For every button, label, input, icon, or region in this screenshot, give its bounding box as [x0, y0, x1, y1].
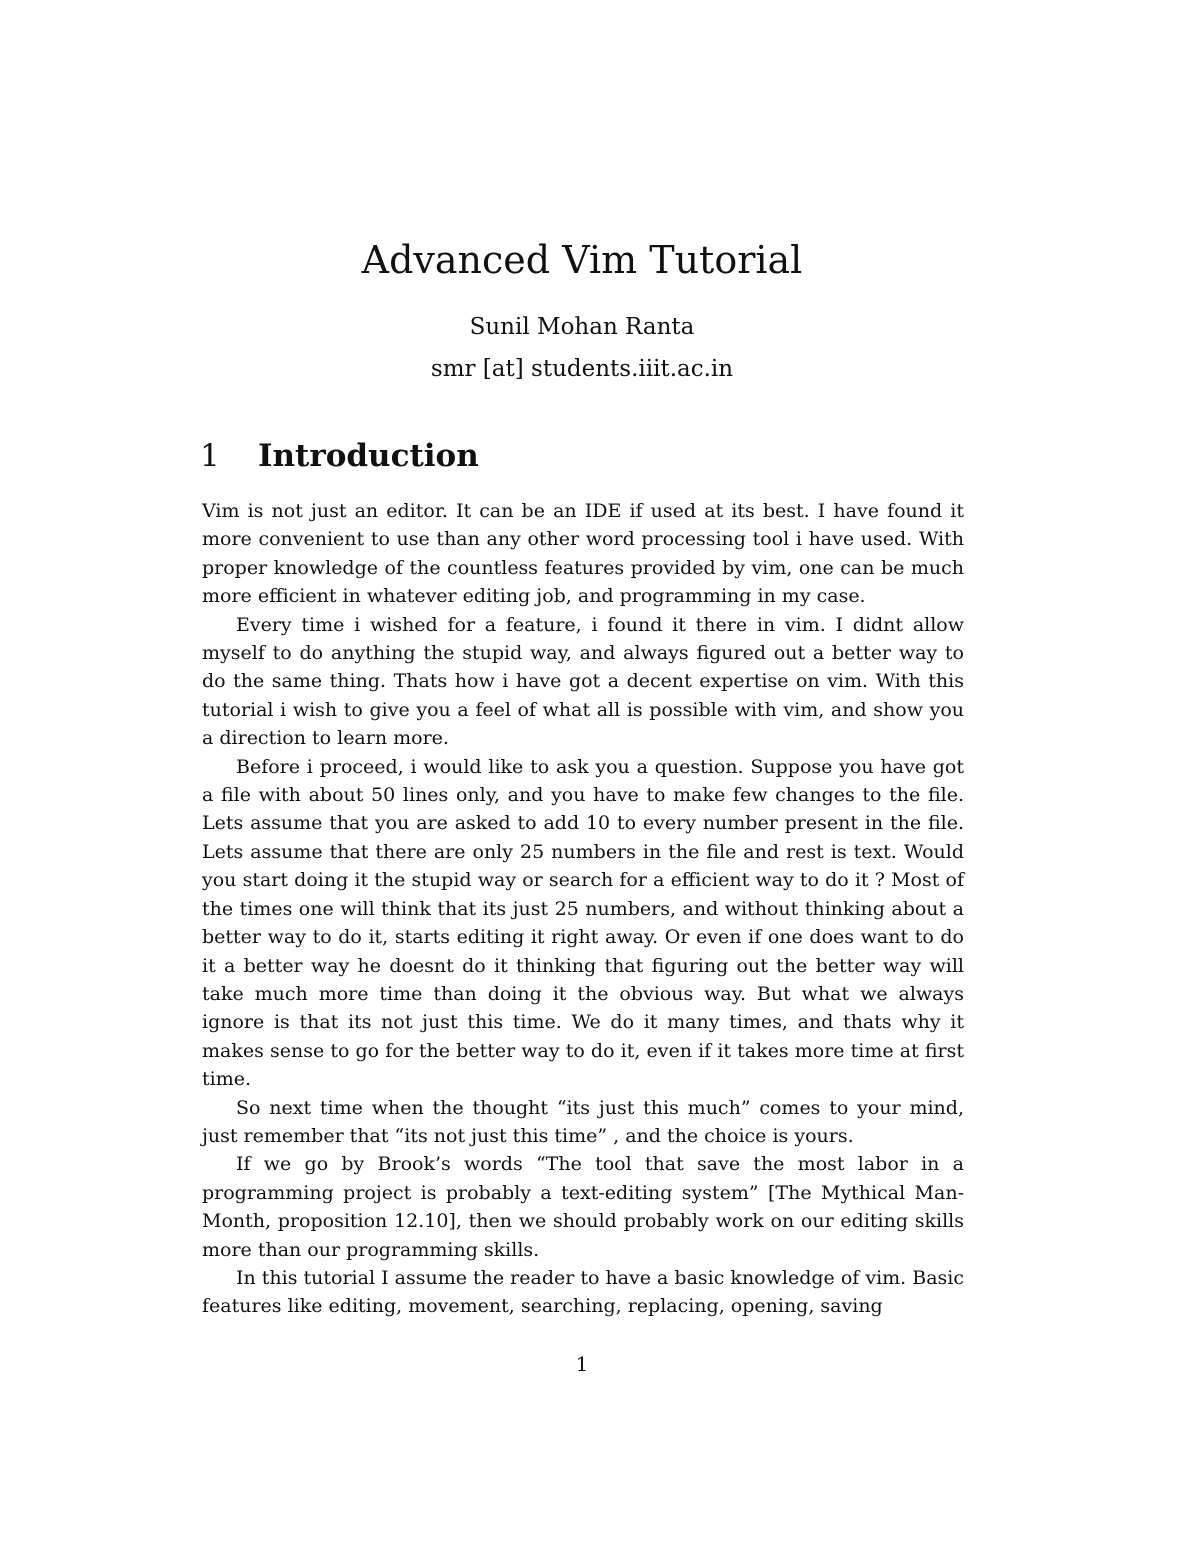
section-title: Introduction: [258, 438, 479, 474]
paragraph: Vim is not just an editor. It can be an IDE if used at its best. I have found it more convenient to use than any other word processing tool i have used. With proper knowledge of the countless features provided by vim, one can be much more efficient in whatever editing job, and programming in my case.: [202, 500, 964, 608]
paragraph: Before i proceed, i would like to ask you a question. Suppose you have got a file with about 50 lines only, and you have to make few changes to the file. Lets assume that you are asked to add 10 to every number present in the file. Lets assume that there are only 25 numbers in the file and rest is text. Would you start doing it the stupid way or search for a efficient way to do it ? Most of the times one will think that its just 25 numbers, and without thinking about a better way to do it, starts editing it right away. Or even if one does want to do it a better way he doesnt do it thinking that figuring out the better way will take much more time than doing it the obvious way. But what we always ignore is that its not just this time. We do it many times, and thats why it makes sense to go for the better way to do it, even if it takes more time at first time.: [202, 755, 964, 1091]
paragraph: In this tutorial I assume the reader to have a basic knowledge of vim. Basic features like editing, movement, searching, replacing, opening, saving: [202, 1266, 964, 1318]
paragraph: If we go by Brook’s words “The tool that save the most labor in a programming project is probably a text-editing system” [The Mythical Man-Month, proposition 12.10], then we should probably work on our editing skills more than our programming skills.: [202, 1153, 964, 1261]
paragraph: Every time i wished for a feature, i found it there in vim. I didnt allow myself to do anything the stupid way, and always figured out a better way to do the same thing. Thats how i have got a decent expertise on vim. With this tutorial i wish to give you a feel of what all is possible with vim, and show you a direction to learn more.: [202, 613, 964, 750]
section-heading: [200, 434, 479, 478]
document-title: Advanced Vim Tutorial: [361, 238, 803, 282]
section-body: [202, 497, 964, 1321]
section-number: 1: [200, 438, 220, 474]
author-email: smr [at] students.iiit.ac.in: [430, 356, 734, 382]
paragraph: So next time when the thought “its just this much” comes to your mind, just remember that “its not just this time” , and the choice is yours.: [202, 1096, 964, 1147]
author-name: Sunil Mohan Ranta: [469, 314, 695, 340]
page-number: 1: [575, 1352, 589, 1376]
